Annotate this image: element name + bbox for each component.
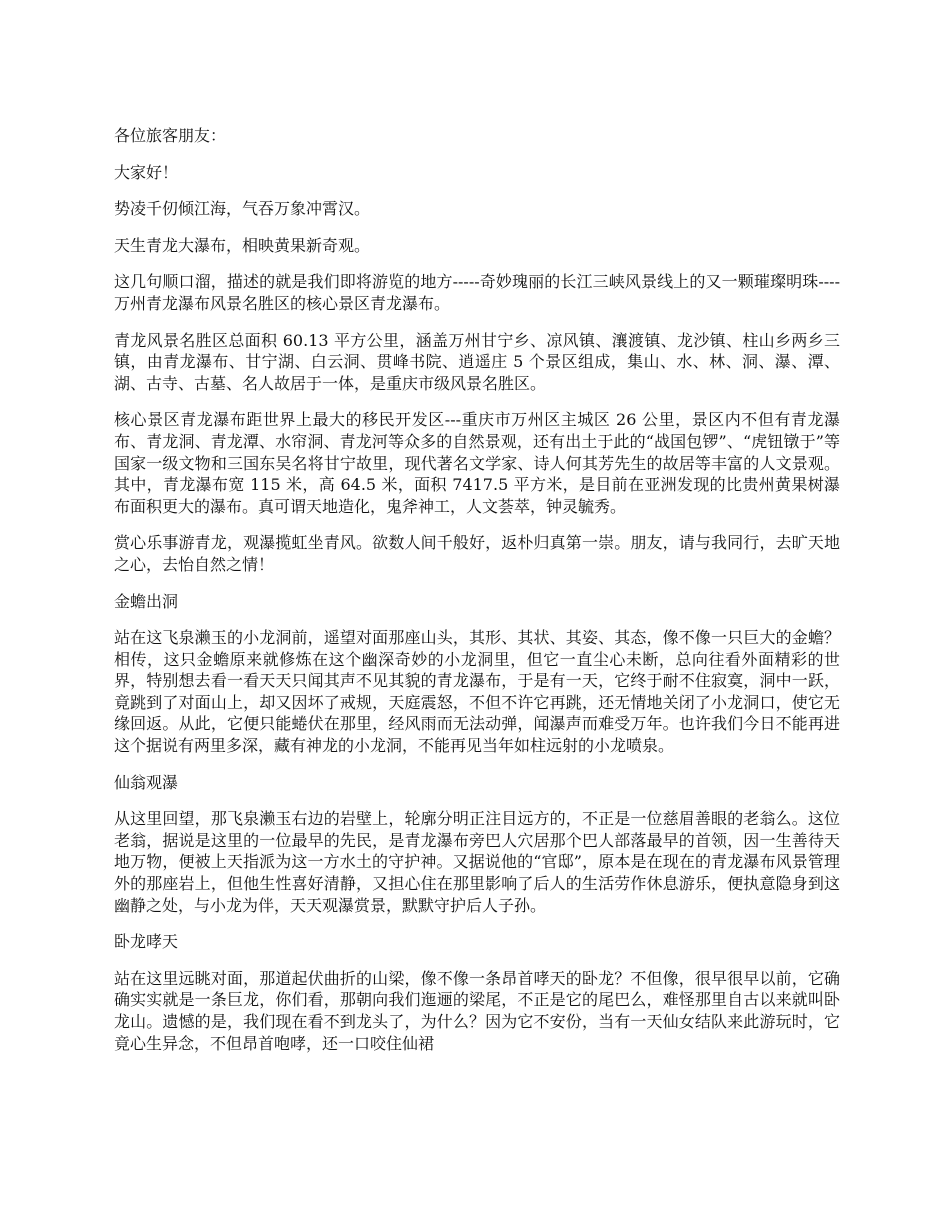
section-title-golden-toad: 金蟾出洞: [114, 591, 179, 611]
invitation-paragraph: 赏心乐事游青龙，观瀑揽虹坐青风。欲数人间千般好，返朴归真第一崇。朋友，请与我同行，去旷天地之心，去怡自然之情！: [114, 533, 840, 574]
section-title-immortal-elder: 仙翁观瀑: [114, 772, 179, 792]
overview-paragraph: 青龙风景名胜区总面积 60.13 平方公里，涵盖万州甘宁乡、凉风镇、瀼渡镇、龙沙镇、柱山乡两乡三镇，由青龙瀑布、甘宁湖、白云洞、贯峰书院、逍遥庄 5 个景区组成，集山、水、林、洞、瀑、潭、湖、古寺、古墓、名人故居于一体，是重庆市级风景名胜区。: [114, 330, 840, 393]
hello: 大家好！: [114, 162, 179, 182]
poem-line-2: 天生青龙大瀑布，相映黄果新奇观。: [114, 235, 371, 255]
section-body-immortal-elder: 从这里回望，那飞泉濑玉右边的岩壁上，轮廓分明正注目远方的，不正是一位慈眉善眼的老翁么。这位老翁，据说是这里的一位最早的先民，是青龙瀑布旁巴人穴居那个巴人部落最早的首领，因一生善待天地万物，便被上天指派为这一方水土的守护神。又据说他的“官邸”，原本是在现在的青龙瀑布风景管理外的那座岩上，但他生性喜好清静，又担心住在那里影响了后人的生活劳作休息游乐，便执意隐身到这幽静之处，与小龙为伴，天天观瀑赏景，默默守护后人子孙。: [114, 809, 840, 915]
section-body-roaring-dragon: 站在这里远眺对面，那道起伏曲折的山梁，像不像一条昂首哮天的卧龙？不但像，很早很早以前，它确确实实就是一条巨龙，你们看，那朝向我们迤逦的梁尾，不正是它的尾巴么，难怪那里自古以来就叫卧龙山。遗憾的是，我们现在看不到龙头了，为什么？因为它不安份，当有一天仙女结队来此游玩时，它竟心生异念，不但昂首咆哮，还一口咬住仙裙: [114, 968, 840, 1053]
intro-paragraph: 这几句顺口溜，描述的就是我们即将游览的地方-----奇妙瑰丽的长江三峡风景线上的又一颗璀璨明珠----万州青龙瀑布风景名胜区的核心景区青龙瀑布。: [114, 272, 840, 313]
greeting: 各位旅客朋友：: [114, 126, 227, 145]
core-area-paragraph: 核心景区青龙瀑布距世界上最大的移民开发区---重庆市万州区主城区 26 公里，景区内不但有青龙瀑布、青龙洞、青龙潭、水帘洞、青龙河等众多的自然景观，还有出土于此的“战国包锣”、“虎钮镦于”等国家一级文物和三国东吴名将甘宁故里，现代著名文学家、诗人何其芳先生的故居等丰富的人文景观。其中，青龙瀑布宽 115 米，高 64.5 米，面积 7417.5 平方米，是目前在亚洲发现的比贵州黄果树瀑布面积更大的瀑布。真可谓天地造化，鬼斧神工，人文荟萃，钟灵毓秀。: [114, 410, 840, 516]
section-body-golden-toad: 站在这飞泉濑玉的小龙洞前，遥望对面那座山头，其形、其状、其姿、其态，像不像一只巨大的金蟾？相传，这只金蟾原来就修炼在这个幽深奇妙的小龙洞里，但它一直尘心未断，总向往看外面精彩的世界，特别想去看一看天天只闻其声不见其貌的青龙瀑布，于是有一天，它终于耐不住寂寞，洞中一跃，竟跳到了对面山上，却又因坏了戒规，天庭震怒，不但不许它再跳，还无情地关闭了小龙洞口，使它无缘回返。从此，它便只能蜷伏在那里，经风雨而无法动弹，闻瀑声而难受万年。也许我们今日不能再进这个据说有两里多深，藏有神龙的小龙洞，不能再见当年如柱远射的小龙喷泉。: [114, 628, 840, 756]
poem-line-1: 势凌千仞倾江海，气吞万象冲霄汉。: [114, 199, 371, 219]
document-body: [114, 125, 840, 1069]
section-title-roaring-dragon: 卧龙哮天: [114, 932, 179, 952]
